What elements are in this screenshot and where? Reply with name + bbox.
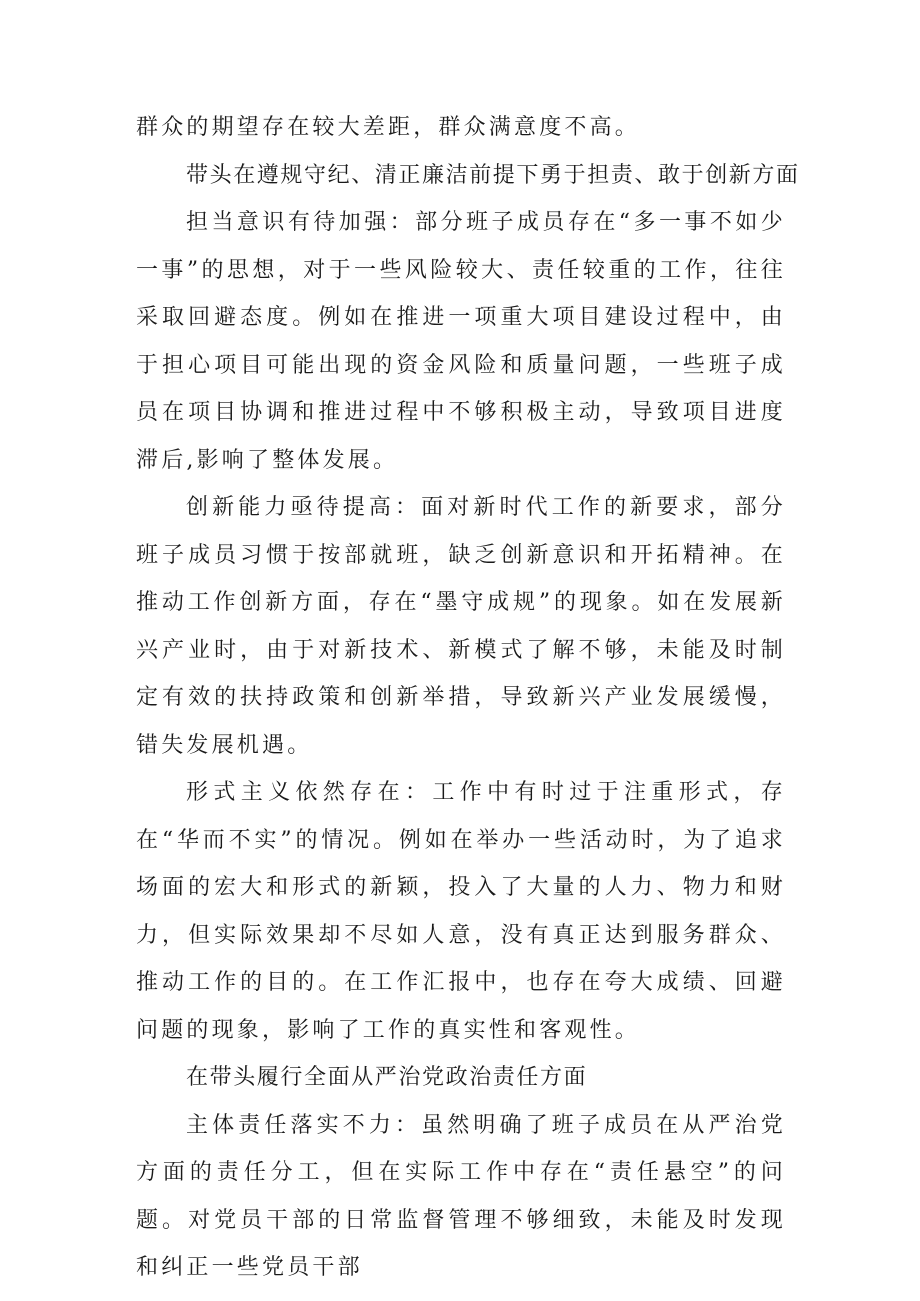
paragraph-responsibility-awareness: 担当意识有待加强：部分班子成员存在“多一事不如少一事”的思想，对于一些风险较大、责任较重的工作，往往采取回避态度。例如在推进一项重大项目建设过程中，由于担心项目可能出现的资金风险和质量问题，一些班子成员在项目协调和推进过程中不够积极主动，导致项目进度滞后,影响了整体发展。 [136,210,786,473]
paragraph-continuation: 群众的期望存在较大差距，群众满意度不高。 [136,115,641,140]
section-heading-party-governance: 在带头履行全面从严治党政治责任方面 [186,1065,588,1090]
section-heading-responsibility-innovation: 带头在遵规守纪、清正廉洁前提下勇于担责、敢于创新方面 [186,162,800,188]
paragraph-formalism: 形式主义依然存在：工作中有时过于注重形式，存在“华而不实”的情况。例如在举办一些活动时，为了追求场面的宏大和形式的新颖，投入了大量的人力、物力和财力，但实际效果却不尽如人意，没有真正达到服务群众、推动工作的目的。在工作汇报中，也存在夸大成绩、回避问题的现象，影响了工作的真实性和客观性。 [136,780,786,1043]
paragraph-innovation-ability: 创新能力亟待提高：面对新时代工作的新要求，部分班子成员习惯于按部就班，缺乏创新意识和开拓精神。在推动工作创新方面，存在“墨守成规”的现象。如在发展新兴产业时，由于对新技术、新模式了解不够，未能及时制定有效的扶持政策和创新举措，导致新兴产业发展缓慢，错失发展机遇。 [136,495,786,758]
paragraph-main-responsibility: 主体责任落实不力：虽然明确了班子成员在从严治党方面的责任分工，但在实际工作中存在“责任悬空”的问题。对党员干部的日常监督管理不够细致，未能及时发现和纠正一些党员干部 [136,1112,786,1280]
document-body [136,104,800,1292]
